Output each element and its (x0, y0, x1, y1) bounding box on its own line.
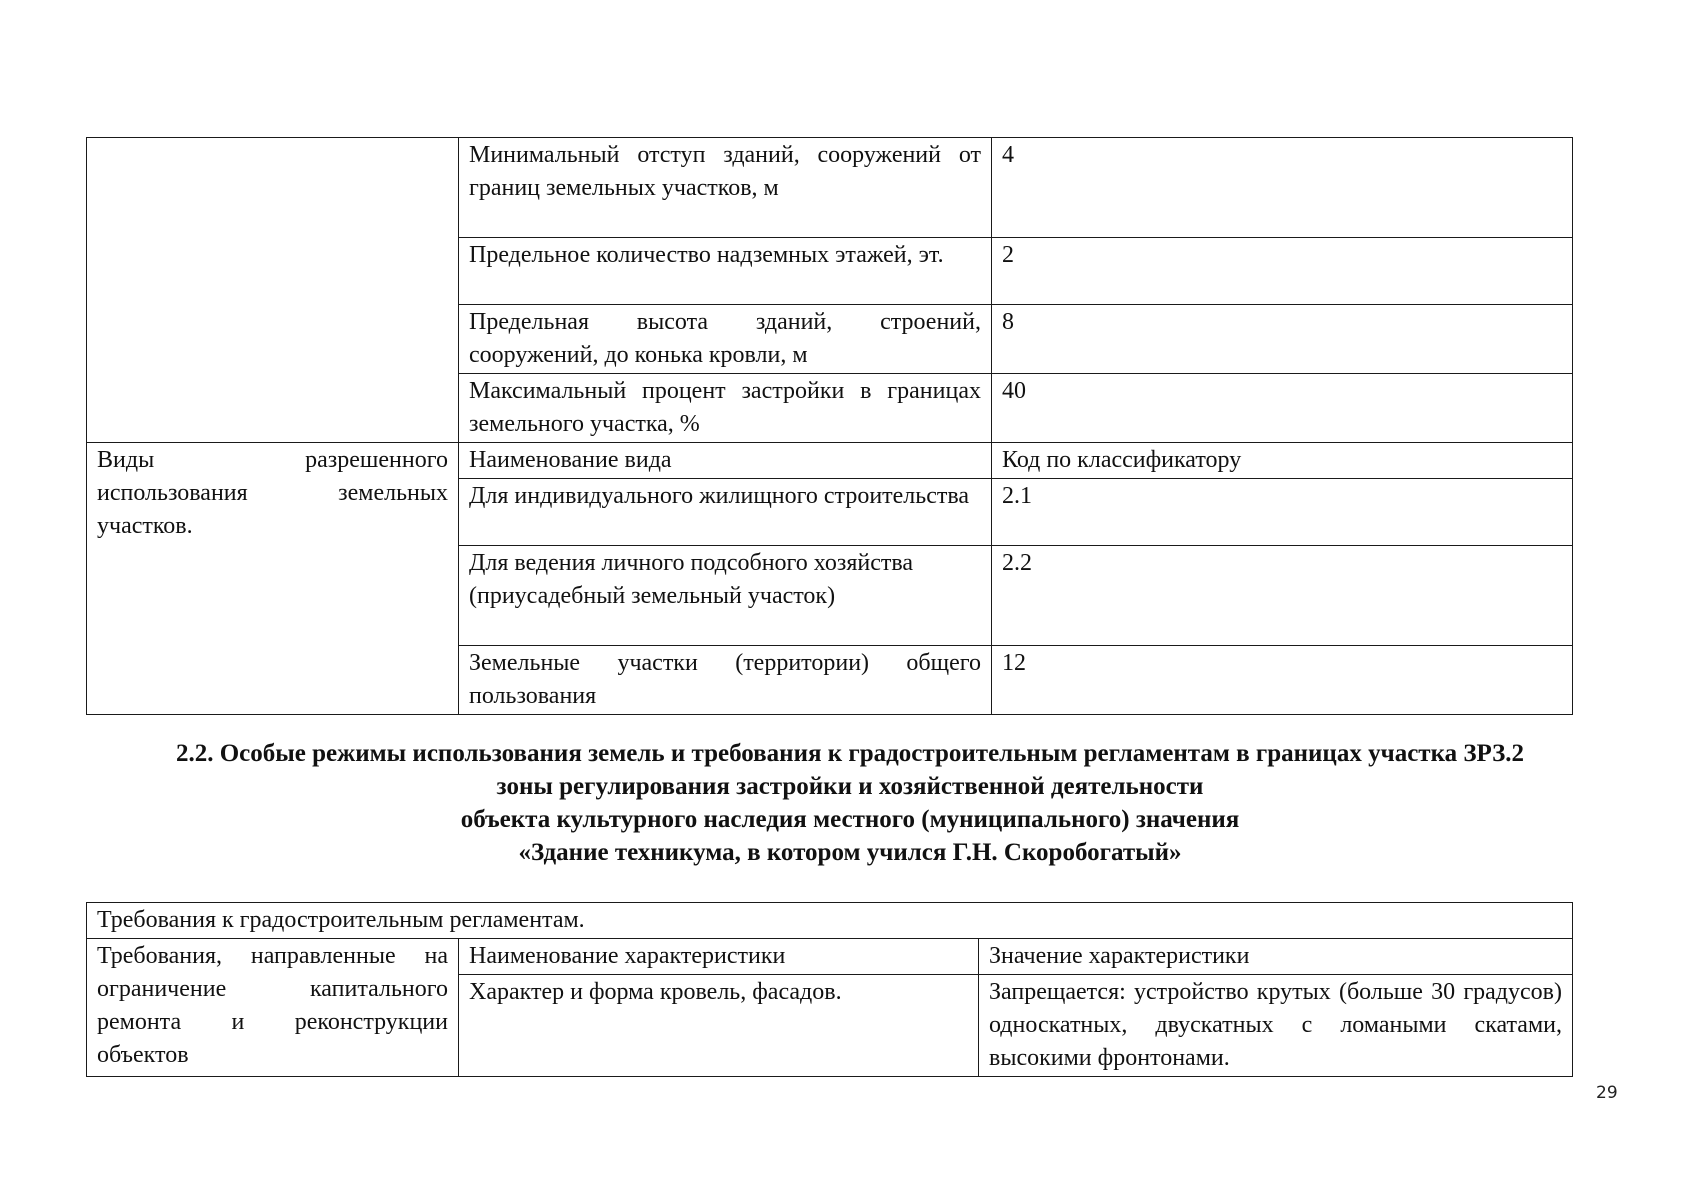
section-heading-line: зоны регулирования застройки и хозяйственной деятельности (496, 773, 1204, 800)
requirements-group-cell: Требования, направленные на ограничение капитального ремонта и реконструкции объектов (87, 939, 459, 1077)
characteristic-name-header: Наименование характеристики (459, 939, 979, 975)
page-number: 29 (1596, 1083, 1618, 1103)
table-row (87, 903, 1573, 939)
land-parameters-table (86, 137, 1573, 715)
parameter-name-cell: Предельное количество надземных этажей, эт. (459, 238, 992, 305)
parameter-value-cell: 2 (992, 238, 1573, 305)
section-heading (80, 737, 1620, 869)
section-heading-line: 2.2. Особые режимы использования земель и требования к градостроительным регламентам в границах участка ЗРЗ.2 (175, 740, 1525, 767)
classifier-code-cell: 12 (992, 646, 1573, 715)
use-name-cell: Земельные участки (территории) общего пользования (459, 646, 992, 715)
parameter-value-cell: 4 (992, 138, 1573, 238)
section-heading-line: объекта культурного наследия местного (муниципального) значения (460, 806, 1240, 833)
characteristic-value-cell: Запрещается: устройство крутых (больше 30 градусов) односкатных, двускатных с ломаными скатами, высокими фронтонами. (979, 975, 1573, 1077)
parameter-value-cell: 40 (992, 374, 1573, 443)
table-row (87, 443, 1573, 479)
classifier-code-cell: 2.2 (992, 546, 1573, 646)
use-name-cell: Для индивидуального жилищного строительства (459, 479, 992, 546)
table-row (87, 939, 1573, 975)
table-caption-cell: Требования к градостроительным регламентам. (87, 903, 1573, 939)
characteristic-name-cell: Характер и форма кровель, фасадов. (459, 975, 979, 1077)
use-name-cell: Для ведения личного подсобного хозяйства (приусадебный земельный участок) (459, 546, 992, 646)
classifier-code-cell: 2.1 (992, 479, 1573, 546)
parameter-name-cell: Минимальный отступ зданий, сооружений от границ земельных участков, м (459, 138, 992, 238)
classifier-code-header: Код по классификатору (992, 443, 1573, 479)
empty-group-cell (87, 138, 459, 443)
table-row (87, 138, 1573, 238)
section-heading-line: «Здание техникума, в котором учился Г.Н. Скоробогатый» (518, 839, 1182, 866)
characteristic-value-header: Значение характеристики (979, 939, 1573, 975)
parameter-value-cell: 8 (992, 305, 1573, 374)
parameter-name-cell: Максимальный процент застройки в границах земельного участка, % (459, 374, 992, 443)
regulation-requirements-table (86, 902, 1573, 1077)
parameter-name-cell: Предельная высота зданий, строений, сооружений, до конька кровли, м (459, 305, 992, 374)
permitted-uses-label-cell: Виды разрешенного использования земельных участков. (87, 443, 459, 715)
use-name-header: Наименование вида (459, 443, 992, 479)
